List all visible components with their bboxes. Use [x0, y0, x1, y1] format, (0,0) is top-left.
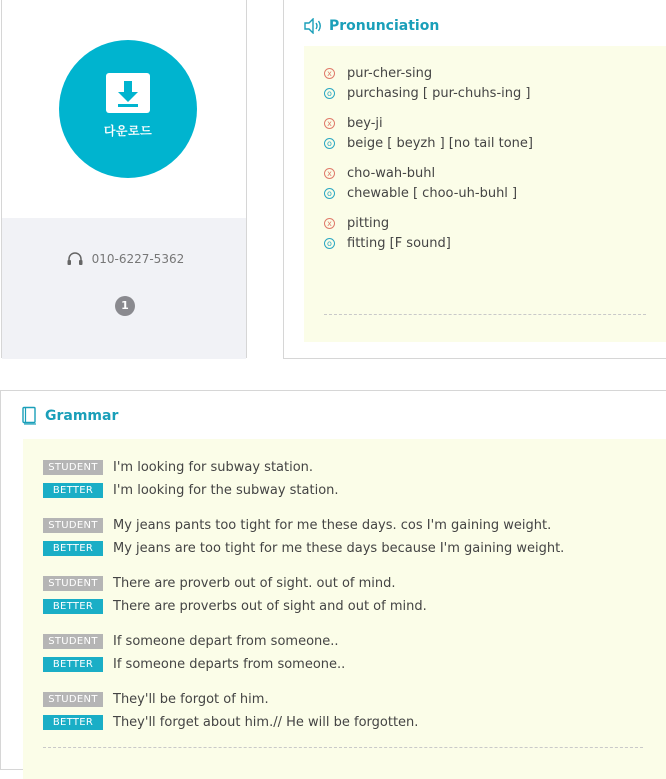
- grammar-title: Grammar: [45, 407, 119, 424]
- student-tag: STUDENT: [43, 460, 103, 475]
- student-sentence: They'll be forgot of him.: [113, 692, 269, 707]
- better-sentence: They'll forget about him.// He will be forgotten.: [113, 715, 419, 730]
- student-tag: STUDENT: [43, 692, 103, 707]
- list-item: [43, 514, 643, 560]
- student-tag: STUDENT: [43, 518, 103, 533]
- correct-pronunciation: chewable [ choo-uh-buhl ]: [347, 185, 518, 201]
- better-tag: BETTER: [43, 657, 103, 672]
- pronunciation-list: [324, 63, 646, 263]
- list-item: [324, 213, 646, 253]
- wrong-mark-icon: x: [324, 68, 335, 79]
- student-sentence: My jeans pants too tight for me these days. cos I'm gaining weight.: [113, 518, 552, 533]
- divider: [324, 314, 646, 315]
- correct-pronunciation: beige [ beyzh ] [no tail tone]: [347, 135, 533, 151]
- list-item: [324, 113, 646, 153]
- list-item: [43, 572, 643, 618]
- list-item: [324, 63, 646, 103]
- download-area: [2, 0, 246, 218]
- better-sentence: I'm looking for the subway station.: [113, 483, 339, 498]
- wrong-mark-icon: x: [324, 118, 335, 129]
- grammar-header: [21, 406, 118, 425]
- wrong-mark-icon: x: [324, 218, 335, 229]
- better-tag: BETTER: [43, 599, 103, 614]
- book-icon: [21, 406, 38, 425]
- phone-number: [2, 251, 248, 267]
- list-item: [43, 630, 643, 676]
- list-item: [43, 456, 643, 502]
- correct-mark-icon: o: [324, 238, 335, 249]
- wrong-pronunciation: bey-ji: [347, 115, 383, 131]
- contact-area: [2, 218, 246, 359]
- better-sentence: If someone departs from someone..: [113, 657, 346, 672]
- wrong-pronunciation: pur-cher-sing: [347, 65, 433, 81]
- better-sentence: There are proverbs out of sight and out of mind.: [113, 599, 427, 614]
- better-tag: BETTER: [43, 715, 103, 730]
- better-sentence: My jeans are too tight for me these days because I'm gaining weight.: [113, 541, 565, 556]
- grammar-list: [43, 456, 643, 746]
- divider: [43, 747, 643, 748]
- student-tag: STUDENT: [43, 576, 103, 591]
- student-tag: STUDENT: [43, 634, 103, 649]
- correct-pronunciation: purchasing [ pur-chuhs-ing ]: [347, 85, 531, 101]
- headset-icon: [66, 251, 84, 267]
- better-tag: BETTER: [43, 483, 103, 498]
- correct-mark-icon: o: [324, 88, 335, 99]
- correct-mark-icon: o: [324, 138, 335, 149]
- phone-number-text: 010-6227-5362: [91, 252, 185, 266]
- pronunciation-panel: [304, 46, 666, 342]
- list-item: [324, 163, 646, 203]
- pronunciation-header: [303, 18, 439, 34]
- correct-pronunciation: fitting [F sound]: [347, 235, 451, 251]
- correct-mark-icon: o: [324, 188, 335, 199]
- download-button[interactable]: [59, 40, 197, 178]
- grammar-card: [0, 390, 666, 770]
- wrong-pronunciation: pitting: [347, 215, 390, 231]
- count-badge: 1: [115, 296, 135, 316]
- download-icon: [106, 73, 150, 113]
- grammar-panel: [23, 439, 666, 779]
- better-tag: BETTER: [43, 541, 103, 556]
- student-sentence: If someone depart from someone..: [113, 634, 339, 649]
- pronunciation-card: [283, 0, 666, 359]
- wrong-mark-icon: x: [324, 168, 335, 179]
- wrong-pronunciation: cho-wah-buhl: [347, 165, 436, 181]
- speaker-icon: [303, 18, 323, 34]
- download-label: 다운로드: [103, 124, 153, 138]
- download-card: [1, 0, 247, 358]
- pronunciation-title: Pronunciation: [329, 18, 440, 34]
- list-item: [43, 688, 643, 734]
- student-sentence: I'm looking for subway station.: [113, 460, 314, 475]
- student-sentence: There are proverb out of sight. out of mind.: [113, 576, 396, 591]
